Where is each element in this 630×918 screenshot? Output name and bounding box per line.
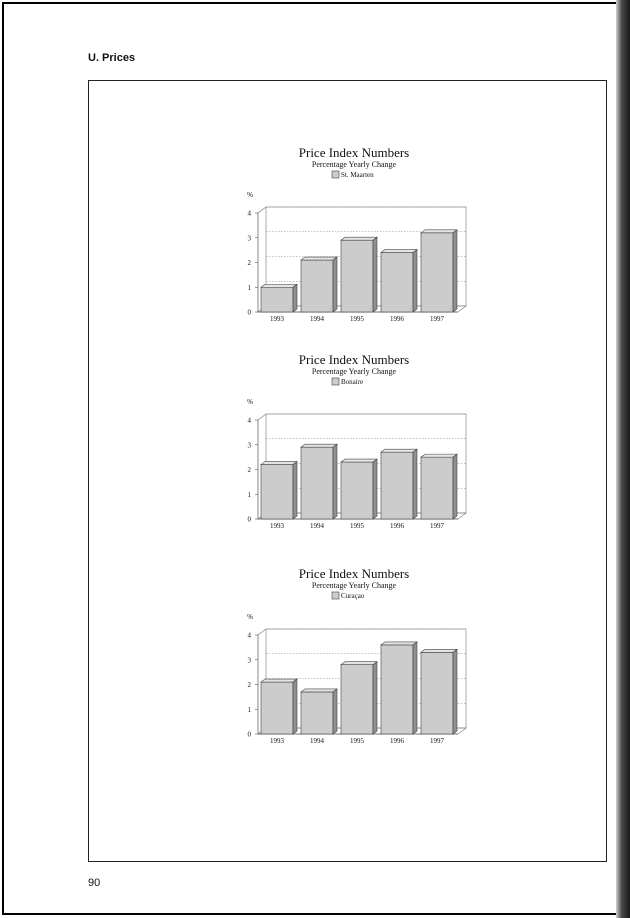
bar-top-1995	[341, 662, 377, 665]
bar-1993	[261, 682, 293, 734]
bar-1996	[381, 645, 413, 734]
chart-title: Price Index Numbers	[298, 352, 410, 367]
page-number: 90	[88, 877, 101, 889]
x-tick-label: 1994	[310, 522, 324, 530]
chart-subtitle: Percentage Yearly Change	[311, 581, 397, 590]
x-tick-label: 1995	[350, 737, 364, 745]
chart-subtitle: Percentage Yearly Change	[311, 160, 397, 169]
chart-subtitle: Percentage Yearly Change	[311, 367, 397, 376]
bar-side-1994	[333, 689, 337, 734]
chart-title: Price Index Numbers	[298, 145, 410, 160]
bar-1995	[341, 665, 373, 734]
y-tick-label: 3	[247, 656, 251, 665]
x-tick-label: 1996	[390, 737, 404, 745]
y-tick-label: 1	[247, 283, 251, 292]
y-axis-unit: %	[247, 613, 253, 621]
bar-side-1996	[413, 642, 417, 734]
bar-side-1993	[293, 679, 297, 734]
x-tick-label: 1994	[310, 737, 324, 745]
y-tick-label: 4	[247, 416, 251, 425]
bar-top-1993	[261, 679, 297, 682]
x-tick-label: 1993	[270, 522, 284, 530]
bar-top-1997	[421, 649, 457, 652]
x-tick-label: 1997	[430, 737, 444, 745]
legend-label: St. Maarten	[341, 171, 374, 179]
x-tick-label: 1997	[430, 315, 444, 323]
legend-label: Curaçao	[341, 592, 365, 600]
bar-side-1997	[453, 649, 457, 734]
x-tick-label: 1997	[430, 522, 444, 530]
y-tick-label: 3	[247, 234, 251, 243]
chart-title: Price Index Numbers	[298, 566, 410, 581]
legend-swatch	[332, 592, 339, 599]
y-axis-unit: %	[247, 191, 253, 199]
x-tick-label: 1993	[270, 737, 284, 745]
y-tick-label: 2	[247, 259, 251, 267]
legend-label: Bonaire	[341, 378, 364, 386]
bar-1997	[421, 652, 453, 734]
y-tick-label: 2	[247, 681, 251, 689]
y-axis-unit: %	[247, 398, 253, 406]
bar-1994	[301, 692, 333, 734]
plot-depth-edge	[258, 629, 266, 635]
y-tick-label: 4	[247, 631, 251, 640]
y-tick-label: 0	[247, 730, 251, 739]
x-tick-label: 1996	[390, 522, 404, 530]
x-tick-label: 1996	[390, 315, 404, 323]
section-title: U. Prices	[88, 52, 136, 64]
y-tick-label: 4	[247, 209, 251, 218]
bar-side-1995	[373, 662, 377, 734]
x-tick-label: 1995	[350, 315, 364, 323]
x-tick-label: 1993	[270, 315, 284, 323]
y-tick-label: 3	[247, 441, 251, 450]
y-tick-label: 2	[247, 466, 251, 474]
y-tick-label: 0	[247, 308, 251, 317]
x-tick-label: 1995	[350, 522, 364, 530]
bar-top-1996	[381, 642, 417, 645]
y-tick-label: 0	[247, 515, 251, 524]
x-tick-label: 1994	[310, 315, 324, 323]
y-tick-label: 1	[247, 490, 251, 499]
y-tick-label: 1	[247, 705, 251, 714]
bar-top-1994	[301, 689, 337, 692]
